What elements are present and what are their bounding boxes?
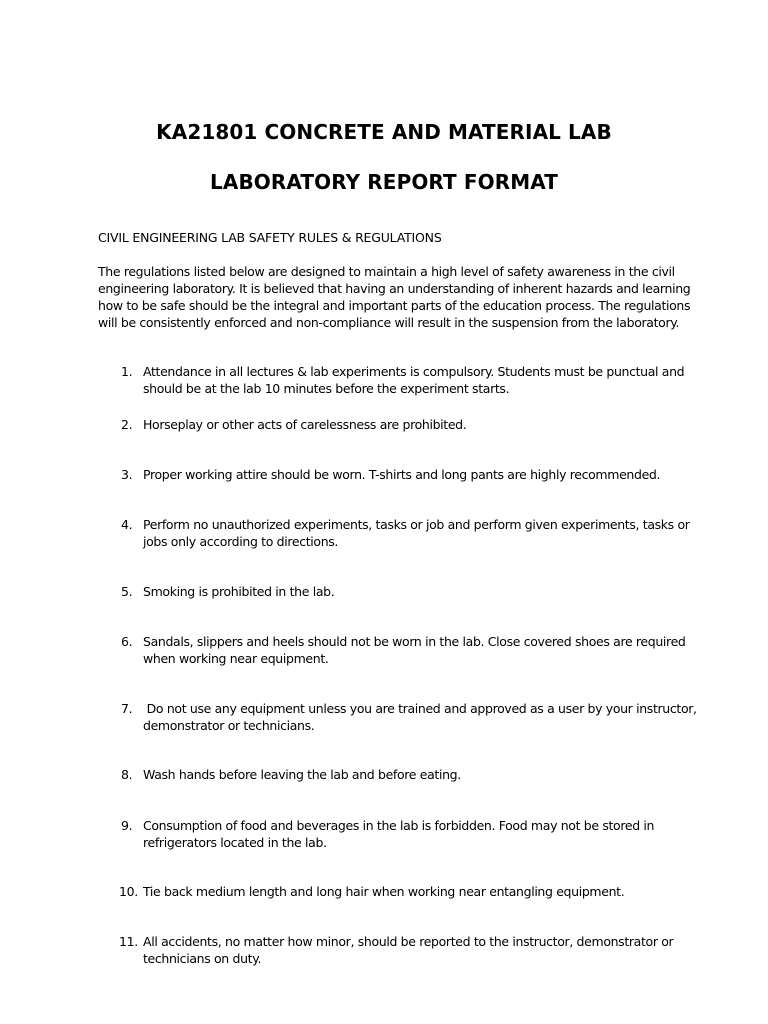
rule-text: Do not use any equipment unless you are trained and approved as a user by your instructor, demonstrator or technicians. <box>143 701 701 733</box>
rule-item-10 <box>98 883 698 900</box>
rule-item-4 <box>98 516 698 550</box>
rule-item-7 <box>98 700 701 734</box>
rule-number: 8. <box>121 767 133 782</box>
document-subtitle: LABORATORY REPORT FORMAT <box>210 170 558 194</box>
section-heading: CIVIL ENGINEERING LAB SAFETY RULES & REGULATIONS <box>98 230 442 245</box>
rule-text: Wash hands before leaving the lab and before eating. <box>143 767 461 782</box>
rule-text: Perform no unauthorized experiments, tasks or job and perform given experiments, tasks or jobs only according to directions. <box>143 517 690 549</box>
rule-number: 7. <box>121 701 133 716</box>
rule-text: Consumption of food and beverages in the lab is forbidden. Food may not be stored in refrigerators located in the lab. <box>143 818 655 850</box>
rule-item-11 <box>98 933 698 967</box>
rule-item-9 <box>98 817 698 851</box>
rule-item-6 <box>98 633 698 667</box>
rule-text: All accidents, no matter how minor, should be reported to the instructor, demonstrator or technicians on duty. <box>143 934 674 966</box>
rule-item-8 <box>98 766 698 783</box>
rule-item-2 <box>98 416 698 433</box>
rule-text: Proper working attire should be worn. T-shirts and long pants are highly recommended. <box>143 467 661 482</box>
rule-number: 4. <box>121 517 133 532</box>
rule-number: 3. <box>121 467 133 482</box>
document-title: KA21801 CONCRETE AND MATERIAL LAB <box>156 120 612 144</box>
rule-text: Attendance in all lectures & lab experiments is compulsory. Students must be punctual and should be at the lab 10 minutes before the experiment starts. <box>143 364 685 396</box>
rule-text: Sandals, slippers and heels should not be worn in the lab. Close covered shoes are required when working near equipment. <box>143 634 686 666</box>
rule-number: 9. <box>121 818 133 833</box>
rule-text: Smoking is prohibited in the lab. <box>143 584 335 599</box>
rule-item-3 <box>98 466 698 483</box>
rule-number: 6. <box>121 634 133 649</box>
rule-text: Horseplay or other acts of carelessness are prohibited. <box>143 417 467 432</box>
intro-paragraph: The regulations listed below are designed to maintain a high level of safety awareness in the civil engineering laboratory. It is believed that having an understanding of inherent hazards and learning how to be safe should be the integral and important parts of the education process. The regulations will be consistently enforced and non-compliance will result in the suspension from the laboratory. <box>98 264 691 330</box>
rule-number: 10. <box>119 884 138 899</box>
rule-text: Tie back medium length and long hair when working near entangling equipment. <box>143 884 625 899</box>
rule-number: 2. <box>121 417 133 432</box>
rule-number: 11. <box>119 934 138 949</box>
rule-item-5 <box>98 583 698 600</box>
rule-item-1 <box>98 363 698 397</box>
rule-number: 1. <box>121 364 133 379</box>
rule-number: 5. <box>121 584 133 599</box>
